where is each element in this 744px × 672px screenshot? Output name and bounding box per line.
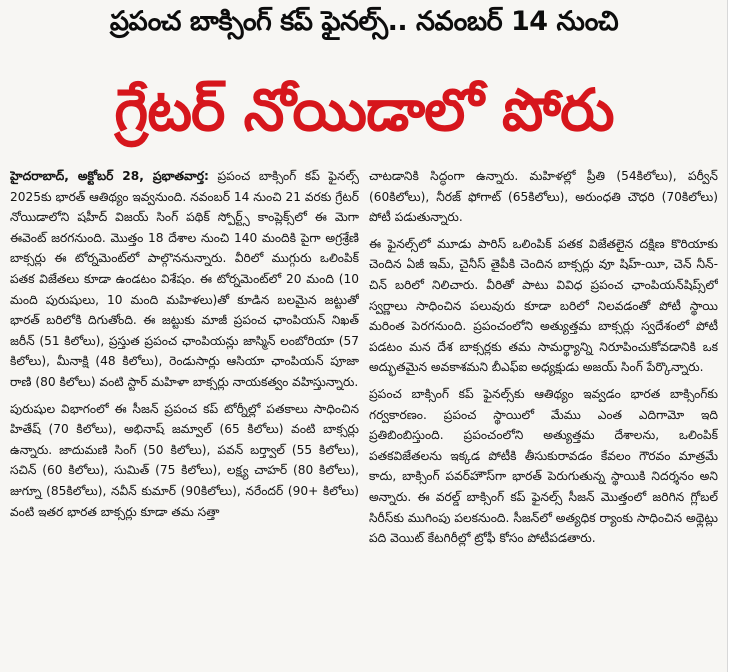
article-column-1	[10, 166, 359, 666]
article-column-2	[369, 166, 718, 666]
article-paragraph: ఈ ఫైనల్స్‌లో మూడు పారిస్ ఒలింపిక్ పతక విజేతలైన దక్షిణ కొరియాకు చెందిన ఏజీ ఇమ్, చైనీస్ తైపీకి చెందిన బాక్సర్లు వూ షిహ్-యీ, చెన్ నీన్-చిన్ బరిలో నిలిచారు. వీరితో పాటు వివిధ ప్రపంచ ఛాంపియన్‌షిప్స్‌లో స్వర్ణాలు సాధించిన పలువురు కూడా బరిలో నిలవడంతో పోటీ స్థాయి మరింత పెరగనుంది. ప్రపంచంలోని అత్యుత్తమ బాక్సర్లు స్వదేశంలో పోటీ పడటం మన దేశ బాక్సర్లకు తమ సామర్థ్యాన్ని నిరూపించుకోవడానికి ఒక అద్భుతమైన అవకాశమని బీఎఫ్ఐ అధ్యక్షుడు అజయ్ సింగ్ పేర్కొన్నారు.	[369, 236, 718, 375]
paragraph-text: ప్రపంచ బాక్సింగ్ కప్ ఫైనల్స్ 2025కు భారత్ ఆతిథ్యం ఇవ్వనుంది. నవంబర్ 14 నుంచి 21 వరకు గ్రేటర్ నోయిడాలోని షహీద్ విజయ్ సింగ్ పథిక్ స్పోర్ట్స్ కాంప్లెక్స్‌లో ఈ మెగా ఈవెంట్ జరగనుంది. మొత్తం 18 దేశాల నుంచి 140 మందికి పైగా అగ్రశ్రేణి బాక్సర్లు ఈ టోర్నమెంట్‌లో పాల్గొననున్నారు. వీరిలో ముగ్గురు ఒలింపిక్ పతక విజేతలు కూడా ఉండటం విశేషం. ఈ టోర్నమెంట్‌లో 20 మంది (10 మంది పురుషులు, 10 మంది మహిళలు)తో కూడిన బలమైన జట్టుతో భారత్ బరిలోకి దిగుతోంది. ఈ జట్టుకు మాజీ ప్రపంచ ఛాంపియన్ నిఖత్ జరీన్ (51 కిలోలు), ప్రస్తుత ప్రపంచ ఛాంపియన్లు జాస్మిన్ లంబోరియా (57 కిలోలు), మీనాక్షి (48 కిలోలు), రెండుసార్లు ఆసియా ఛాంపియన్ పూజా రాణి (80 కిలోలు) వంటి స్టార్ మహిళా బాక్సర్లు నాయకత్వం వహిస్తున్నారు.	[10, 169, 359, 389]
article-paragraph	[10, 166, 359, 393]
article-dateline: హైదరాబాద్, అక్టోబర్ 28, ప్రభాతవార్త:	[10, 169, 209, 183]
article-paragraph: పురుషుల విభాగంలో ఈ సీజన్ ప్రపంచ కప్ టోర్నీల్లో పతకాలు సాధించిన హితేష్ (70 కిలోలు), అభినాష్ జమ్వాల్ (65 కిలోలు) వంటి బాక్సర్లు ఉన్నారు. జాదుమణి సింగ్ (50 కిలోలు), పవన్ బర్త్వాల్ (55 కిలోలు), సచిన్ (60 కిలోలు), సుమిత్ (75 కిలోలు), లక్ష్య చాహర్ (80 కిలోలు), జుగ్నూ (85కిలోలు), నవీన్ కుమార్ (90కిలోలు), నరేందర్ (90+ కిలోలు) వంటి ఇతర భారత బాక్సర్లు కూడా తమ సత్తా	[10, 401, 359, 519]
article-paragraph: ప్రపంచ బాక్సింగ్ కప్ ఫైనల్స్‌కు ఆతిథ్యం ఇవ్వడం భారత బాక్సింగ్‌కు గర్వకారణం. ప్రపంచ స్థాయిలో మేము ఎంత ఎదిగామో ఇది ప్రతిబింబిస్తుంది. ప్రపంచంలోని అత్యుత్తమ దేశాలను, ఒలింపిక్ పతకవిజేతలను ఇక్కడ పోటీకి తీసుకురావడం కేవలం గౌరవం మాత్రమే కాదు, బాక్సింగ్ పవర్‌హౌస్‌గా భారత్ పెరుగుతున్న స్థాయికి నిదర్శనం అని అన్నారు. ఈ వరల్డ్ బాక్సింగ్ కప్ ఫైనల్స్ సీజన్ మొత్తంలో జరిగిన గ్లోబల్ సిరీస్‌కు ముగింపు పలకనుంది. సీజన్‌లో అత్యధిక ర్యాంకు సాధించిన అథ్లెట్లు పది వెయిట్ కేటగిరీల్లో ట్రోఫీ కోసం పోటీపడతారు.	[369, 386, 718, 546]
article-body	[10, 166, 718, 666]
article-headline: గ్రేటర్ నోయిడాలో పోరు	[114, 76, 614, 144]
article-kicker: ప్రపంచ బాక్సింగ్ కప్ ఫైనల్స్.. నవంబర్ 14 నుంచి	[109, 6, 619, 37]
article-paragraph: చాటడానికి సిద్ధంగా ఉన్నారు. మహిళల్లో ప్రీతి (54కిలోలు), పర్వీన్ (60కిలోలు), నీరజ్ ఫోగాట్ (65కిలోలు), అరుంధతి చౌధరి (70కిలోలు) పోటీ పడుతున్నారు.	[369, 169, 718, 225]
